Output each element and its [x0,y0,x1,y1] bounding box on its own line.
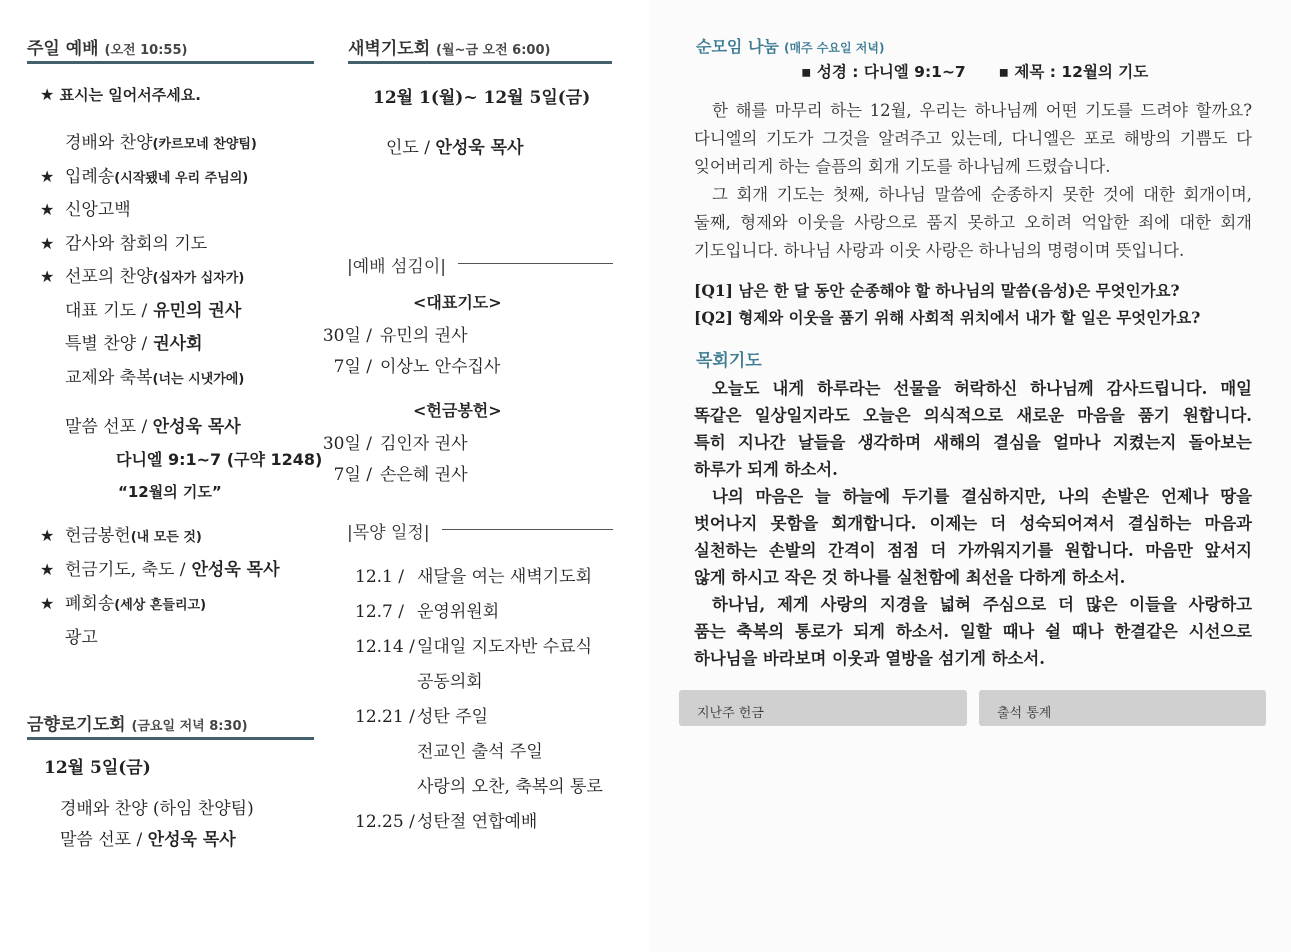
sermon-label: 말씀 선포 / [65,417,148,437]
question-2: [Q2] 형제와 이웃을 품기 위해 사회적 위치에서 내가 할 일은 무엇인가요? [694,308,1201,327]
dawn-leader-name: 안성욱 목사 [435,138,524,158]
rep-prayer-heading: <대표기도> [413,293,502,312]
star-icon: ★ [40,200,55,219]
schedule-date: 12.1 / [355,567,404,587]
order-item-note: (너는 시냇가에) [152,371,245,387]
team-row [310,321,468,346]
star-icon: ★ [40,85,55,104]
order-item-leader: 안성욱 목사 [191,560,280,580]
friday-prayer-heading [27,710,248,735]
small-group-when: (매주 수요일 저녁) [783,41,885,55]
friday-item-worship: 경배와 찬양 (하임 찬양팀) [60,799,254,819]
schedule-text: 운영위원회 [417,602,500,622]
schedule-title: |목양 일정| [347,523,430,543]
schedule-entry [355,597,499,622]
sunday-service-time: (오전 10:55) [104,43,188,58]
order-item-leader: 유민의 권사 [153,300,242,321]
schedule-entry [355,632,592,657]
star-icon: ★ [40,166,55,186]
schedule-text: 성탄절 연합예배 [417,812,538,832]
paragraph-line: 않게 하시고 작은 것 하나를 실천함에 최선을 다하게 하소서. [694,568,1126,587]
small-group-title: 순모임 나눔 [696,37,779,56]
sunday-service-title: 주일 예배 [27,39,99,59]
order-item-label: 특별 찬양 / [65,334,148,354]
star-icon: ★ [40,594,55,613]
schedule-date: 12.7 / [355,602,404,622]
schedule-entry [355,667,483,692]
paragraph-line: 똑같은 일상일지라도 오늘은 의식적으로 새로운 마음을 품기 원합니다. [694,406,1252,425]
friday-sermon-label: 말씀 선포 / [60,830,143,850]
paragraph-line: 둘째, 형제와 이웃을 사랑으로 품지 못하고 오히려 억압한 죄에 대한 회개 [694,213,1252,232]
order-item-note: (시작됐네 우리 주님의) [114,170,249,186]
schedule-entry [355,737,543,762]
team-day: 7일 / [333,465,372,485]
team-name: 유민의 권사 [380,326,468,346]
sermon-title: “12월의 기도” [118,483,222,501]
small-group-meta [801,60,1148,82]
pastoral-prayer-title: 목회기도 [696,351,762,371]
schedule-text: 새달을 여는 새벽기도회 [417,567,593,587]
friday-sermon-leader: 안성욱 목사 [147,830,236,850]
last-week-offering-label: 지난주 헌금 [697,706,764,721]
offering-heading: <헌금봉헌> [413,401,502,420]
order-item [40,589,212,614]
attendance-box [979,690,1266,726]
order-item-note: (카르모네 찬양팀) [152,137,257,152]
order-item [40,555,280,580]
paragraph-line: 하나님, 제게 사랑의 지경을 넓혀 주심으로 더 많은 이들을 사랑하고 [712,595,1252,614]
order-item [40,262,250,287]
paragraph-line: 한 해를 마무리 하는 12월, 우리는 하나님께 어떤 기도를 드려야 할까요? [712,101,1252,120]
order-item-leader: 권사회 [153,334,203,354]
question-1: [Q1] 남은 한 달 동안 순종해야 할 하나님의 말씀(음성)은 무엇인가요? [694,281,1180,300]
order-item [40,229,213,254]
topic-label: ▪ 제목 : [998,63,1056,81]
schedule-entry [355,772,603,797]
paragraph-line: 오늘도 내게 하루라는 선물을 허락하신 하나님께 감사드립니다. 매일 [712,379,1252,398]
dawn-leader-label: 인도 / [386,138,430,158]
schedule-text: 공동의회 [417,672,483,692]
order-item-label: 대표 기도 / [65,300,148,321]
team-name: 손은혜 권사 [380,465,468,485]
schedule-date: 12.21 / [355,707,415,727]
team-row [310,460,468,485]
friday-date [44,753,151,778]
dawn-prayer-time: (월~금 오전 6:00) [436,43,551,58]
order-item-label: 경배와 찬양 [65,133,153,153]
star-icon: ★ [40,526,55,545]
friday-item-sermon [60,825,236,850]
standing-notice-text: 표시는 일어서주세요. [59,86,201,104]
order-item-label: 입례송 [65,166,115,187]
order-item-note: (십자가 십자가) [152,271,245,286]
team-row [310,429,468,454]
friday-heading-rule [27,737,314,740]
order-item-label: 폐회송 [65,594,115,614]
star-icon: ★ [40,233,55,253]
sunday-heading-rule [27,61,314,64]
team-name: 김인자 권사 [380,434,468,454]
star-icon: ★ [40,560,55,579]
dawn-prayer-heading [348,34,550,59]
team-row [310,352,500,377]
topic-text: 12월의 기도 [1061,63,1149,81]
dawn-leader-line [386,133,523,158]
schedule-text: 성탄 주일 [417,707,489,727]
attendance-label: 출석 통계 [997,706,1052,721]
schedule-date: 12.25 / [355,812,415,832]
dawn-prayer-title: 새벽기도회 [348,39,431,59]
team-day: 7일 / [333,357,372,377]
friday-date-day: (금) [118,758,151,778]
dawn-heading-rule [348,61,612,64]
order-item-label: 헌금봉헌 [65,526,131,546]
order-item-label: 감사와 참회의 기도 [65,233,208,254]
paragraph-line: 잊어버리게 하는 슬픔의 회개 기도를 하나님께 드렸습니다. [694,157,1111,176]
paragraph-line: 벗어나지 못함을 회개합니다. 이제는 더 성숙되어져서 결심하는 마음과 [694,514,1252,533]
order-item [40,521,208,546]
team-day: 30일 / [322,326,372,346]
order-item [40,296,241,321]
pastoral-prayer-paragraph [694,375,1252,672]
order-item-label: 광고 [65,628,98,648]
schedule-date: 12.14 / [355,637,415,657]
schedule-entry [355,562,592,587]
friday-prayer-time: (금요일 저녁 8:30) [131,719,248,734]
team-name: 이상노 안수집사 [380,357,501,377]
sunday-service-heading [27,34,187,59]
order-item [40,329,203,354]
order-item-note: (세상 흔들리고) [114,598,207,613]
order-item-label: 헌금기도, 축도 / [65,560,186,580]
schedule-rule [442,529,613,530]
team-day: 30일 / [322,434,372,454]
order-item [40,363,250,388]
service-team-rule [458,263,613,264]
paragraph-line: 기도입니다. 하나님 사랑과 이웃 사랑은 하나님의 명령이며 뜻입니다. [694,241,1185,260]
sermon-line [65,412,241,437]
small-group-paragraph [694,97,1252,265]
bible-label: ▪ 성경 : [801,63,859,81]
paragraph-line: 하루가 되게 하소서. [694,460,838,479]
order-item-label: 교제와 축복 [65,367,153,388]
paragraph-line: 품는 축복의 통로가 되게 하소서. 일할 때나 쉴 때나 한결같은 시선으로 [694,622,1252,641]
friday-prayer-title: 금향로기도회 [27,715,126,735]
order-item-label: 신앙고백 [65,200,131,220]
schedule-entry [355,702,488,727]
sermon-preacher: 안성욱 목사 [152,417,241,437]
paragraph-line: 실천하는 손발의 간격이 점점 더 가까워지기를 원합니다. 마음만 앞서지 [694,541,1252,560]
paragraph-line: 다니엘의 기도가 그것을 알려주고 있는데, 다니엘은 포로 해방의 기쁨도 다 [694,129,1252,148]
paragraph-line: 나의 마음은 늘 하늘에 두기를 결심하지만, 나의 손발은 언제나 땅을 [712,487,1252,506]
paragraph-line: 하나님을 바라보며 이웃과 열방을 섬기게 하소서. [694,649,1045,668]
last-week-offering-box [679,690,967,726]
order-item-label: 선포의 찬양 [65,267,153,287]
schedule-text: 사랑의 오찬, 축복의 통로 [417,777,603,797]
order-item-note: (내 모든 것) [130,530,202,545]
standing-notice [40,84,201,105]
paragraph-line: 특히 지나간 날들을 생각하며 새해의 결심을 얼마나 지켰는지 돌아보는 [694,433,1252,452]
paragraph-line: 그 회개 기도는 첫째, 하나님 말씀에 순종하지 못한 것에 대한 회개이며, [712,185,1252,204]
schedule-entry [355,807,537,832]
sermon-scripture: 다니엘 9:1~7 (구약 1248) [116,450,323,469]
service-team-title: |예배 섬김이| [347,257,446,277]
order-item [40,128,263,153]
dawn-dates: 12월 1(월)~ 12월 5일(금) [373,88,591,108]
order-item [40,162,254,187]
schedule-text: 일대일 지도자반 수료식 [417,637,593,657]
order-item [40,623,104,648]
star-icon: ★ [40,267,55,286]
friday-date-main: 12월 5일 [44,758,119,778]
schedule-text: 전교인 출석 주일 [417,742,543,762]
order-item [40,195,137,220]
bible-ref: 다니엘 9:1~7 [863,63,966,81]
small-group-heading [696,34,884,57]
